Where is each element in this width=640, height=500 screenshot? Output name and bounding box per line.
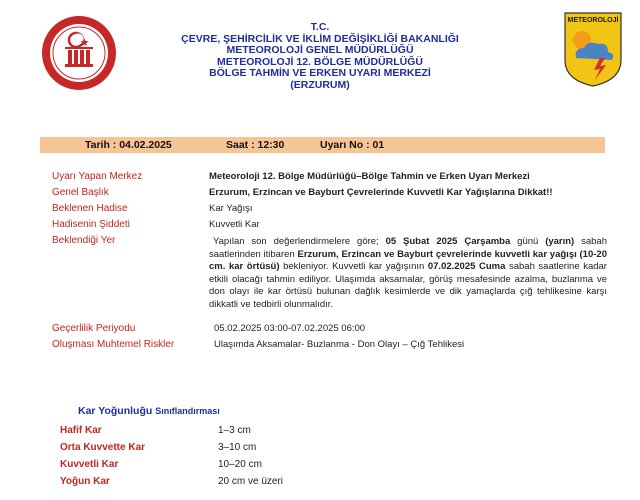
header-line-directorate: METEOROLOJİ GENEL MÜDÜRLÜĞÜ [226,44,414,56]
header-line-ministry: ÇEVRE, ŞEHİRCİLİK VE İKLİM DEĞİŞİKLİĞİ BAKANLIĞI [181,32,459,45]
header-titles [130,22,510,91]
place-text-2: günü [510,236,546,247]
validity-label: Geçerlilik Periyodu [52,323,136,334]
place-date-start: 05 Şubat 2025 Çarşamba [385,236,511,247]
meteoroloji-logo-text: METEOROLOJİ [567,17,619,24]
validity-value: 05.02.2025 03:00-07.02.2025 06:00 [214,323,366,334]
header-line-city: (ERZURUM) [290,78,350,91]
classification-row-value: 3–10 cm [218,442,257,453]
place-date-end: 07.02.2025 Cuma [427,261,506,272]
header-line-tc: T.C. [310,21,330,33]
risks-value: Ulaşımda Aksamalar- Buzlanma - Don Olayı – Çığ Tehlikesi [214,339,465,350]
place-text-1: Yapılan son değerlendirmelere göre; [213,236,386,247]
center-label: Uyarı Yapan Merkez [52,171,143,182]
place-value [209,236,607,311]
warning-info-bar [40,137,605,153]
classification-row-label: Yoğun Kar [60,476,110,487]
classification-row-value: 20 cm ve üzeri [218,476,284,487]
classification-row-value: 1–3 cm [218,425,251,436]
header-line-region: METEOROLOJİ 12. BÖLGE MÜDÜRLÜĞÜ [217,55,423,68]
place-tomorrow: (yarın) [545,236,575,247]
classification-row-label: Hafif Kar [60,425,102,436]
classification-title-sub: Sınıflandırması [155,406,220,416]
place-text-3: sabah saatlerinden itibaren [209,236,607,260]
place-text-5: sabah saatlerine kadar etkili olacağı tahmin ediliyor. Ulaşımda aksamalar, görüş mesafesinde azalma, buzlanma ve don olayı ile kar örtüsü bulunan dağlık kesimlerde ve dik yamaçlarda çığ tehlikesine karşı dikkatli ve tedbirli olunmalıdır. [209,261,607,310]
event-label: Beklenen Hadise [52,203,128,214]
warning-time: Saat : 12:30 [226,139,285,151]
headline-value: Erzurum, Erzincan ve Bayburt Çevrelerinde Kuvvetli Kar Yağışlarına Dikkat!! [209,187,553,198]
classification-row-label: Orta Kuvvette Kar [60,442,146,453]
document-header [0,0,640,120]
warning-number: Uyarı No : 01 [320,139,385,151]
ministry-seal-logo [40,14,118,92]
severity-label: Hadisenin Şiddeti [52,219,130,230]
warning-date: Tarih : 04.02.2025 [85,139,172,151]
event-value: Kar Yağışı [209,203,253,214]
classification-title-main: Kar Yoğunluğu [78,405,153,417]
center-value: Meteoroloji 12. Bölge Müdürlüğü–Bölge Tahmin ve Erken Uyarı Merkezi [209,171,530,182]
severity-value: Kuvvetli Kar [209,219,260,230]
header-line-center: BÖLGE TAHMİN VE ERKEN UYARI MERKEZİ [209,67,431,79]
place-text-4: bekleniyor. Kuvvetli kar yağışının [279,261,428,272]
place-label: Beklendiği Yer [52,235,116,246]
place-region: Erzurum, Erzincan ve Bayburt çevrelerinde kuvvetli kar yağışı (10-20 cm. kar örtüsü) [209,248,607,272]
classification-title [78,405,220,417]
headline-label: Genel Başlık [52,187,109,198]
classification-row-value: 10–20 cm [218,459,262,470]
risks-label: Oluşması Muhtemel Riskler [52,339,175,350]
classification-row-label: Kuvvetli Kar [60,459,119,470]
